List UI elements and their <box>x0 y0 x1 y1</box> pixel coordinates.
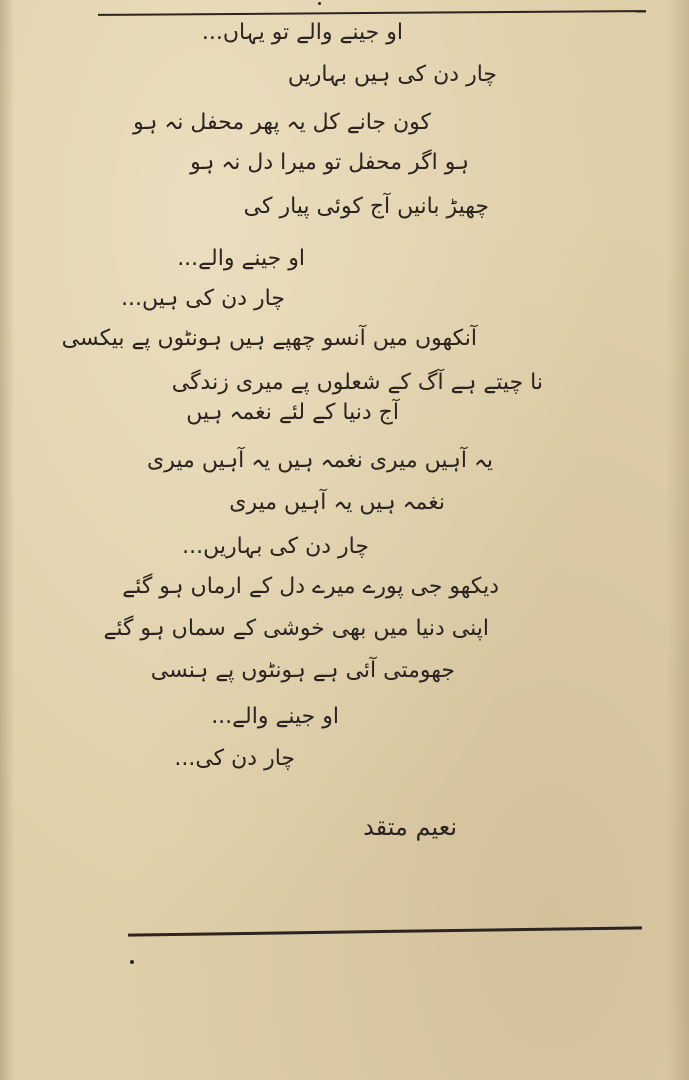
poem-line: چھیڑ بانیں آج کوئی پیار کی <box>243 194 489 219</box>
poem-line: نا چیتے ہے آگ کے شعلوں پے میری زندگی <box>171 370 543 395</box>
poem-line: او جینے والے... <box>177 246 305 271</box>
signature: نعیم متقد <box>363 813 457 841</box>
poem-line: آنکھوں میں آنسو چھپے ہیں ہونٹوں پے بیکسی <box>61 326 477 351</box>
poem-line: او جینے والے... <box>211 704 339 729</box>
poem-line: نغمہ ہیں یہ آہیں میری <box>229 490 445 515</box>
poem-line: اپنی دنیا میں بھی خوشی کے سماں ہو گئے <box>103 616 489 641</box>
ink-dot <box>130 960 134 964</box>
poem-line: ہو اگر محفل تو میرا دل نہ ہو <box>190 150 469 175</box>
poem-line: او جینے والے تو یہاں... <box>201 20 403 45</box>
poem-line: دیکھو جی پورے میرے دل کے ارماں ہو گئے <box>122 574 499 599</box>
poem-line: چار دن کی... <box>174 746 295 771</box>
poem-line: چار دن کی ہیں بہاریں <box>287 62 497 87</box>
poem-line: آج دنیا کے لئے نغمہ ہیں <box>186 400 399 425</box>
poem-line: یہ آہیں میری نغمہ ہیں یہ آہیں میری <box>147 448 493 473</box>
poem-line: جھومتی آئی ہے ہونٹوں پے ہنسی <box>150 658 455 683</box>
bottom-rule <box>128 926 642 936</box>
ink-dot <box>318 2 321 5</box>
poem-line: کون جانے کل یہ پھر محفل نہ ہو <box>133 110 431 135</box>
poem-line: چار دن کی بہاریں... <box>182 534 369 559</box>
poem-line: چار دن کی ہیں... <box>121 286 285 311</box>
top-rule <box>98 10 646 16</box>
